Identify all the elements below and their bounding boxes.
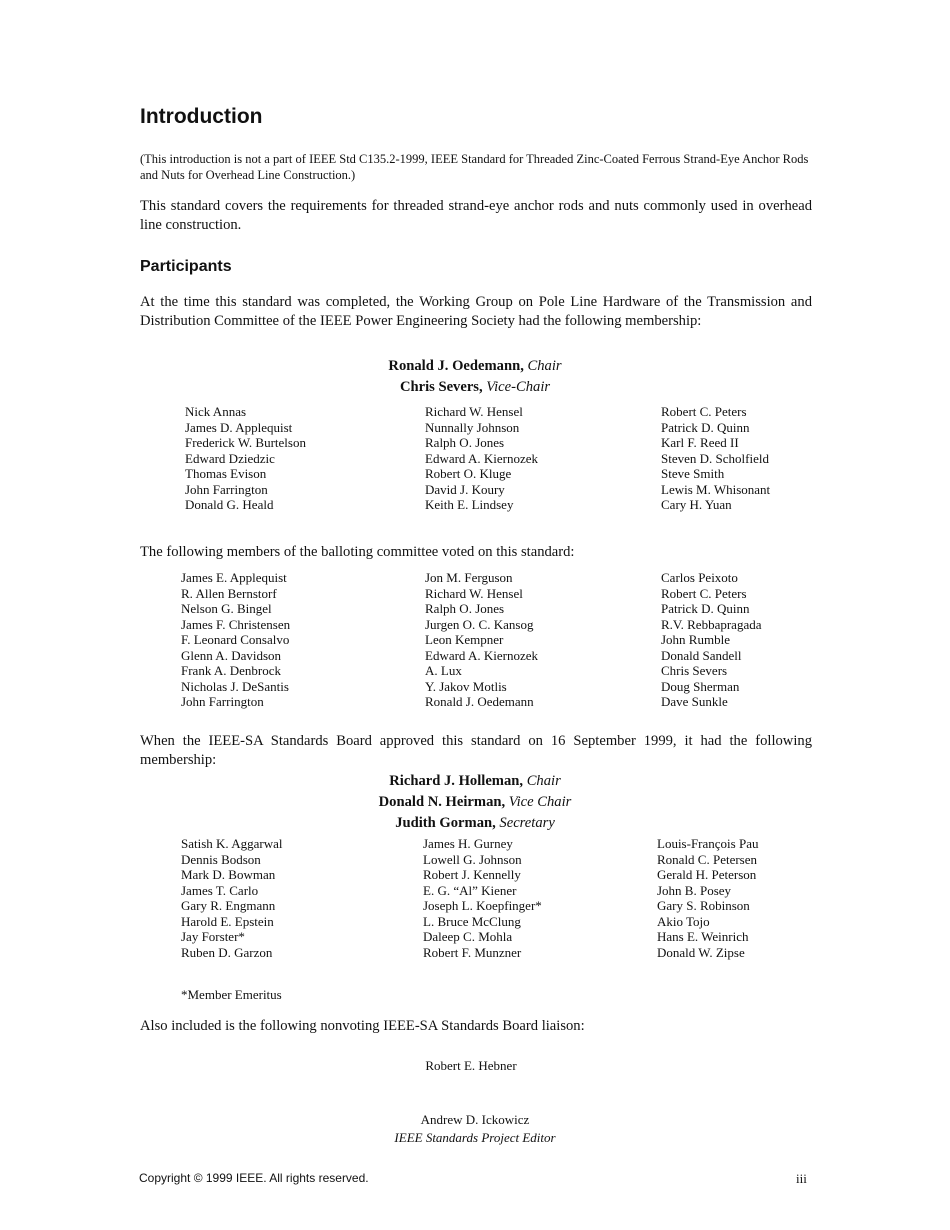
member-name: Donald W. Zipse — [657, 944, 745, 960]
member-name: Donald G. Heald — [185, 497, 274, 512]
working-group-paragraph: At the time this standard was completed, the Working Group on Pole Line Hardware of the Transmission and Distribution Committee of the IEEE Power Engineering Society had the following membership: — [140, 294, 812, 329]
member-name: A. Lux — [425, 663, 462, 678]
member-name: John B. Posey — [657, 882, 732, 898]
board-paragraph: When the IEEE-SA Standards Board approved this standard on 16 September 1999, it had the following membership: — [140, 733, 812, 768]
member-name: Ralph O. Jones — [425, 601, 505, 616]
board-vice-chair-name: Donald N. Heirman, — [378, 794, 506, 810]
member-name: Louis-François Pau — [657, 836, 759, 851]
member-name: James T. Carlo — [181, 882, 259, 898]
page-title: Introduction — [140, 105, 263, 128]
member-name: Nunnally Johnson — [425, 419, 520, 435]
wg-members-column-3 — [661, 404, 770, 513]
board-members-column-2 — [423, 836, 542, 960]
member-name: Akio Tojo — [657, 913, 710, 929]
board-members-column-3 — [657, 836, 758, 960]
member-name: R. Allen Bernstorf — [181, 585, 277, 601]
member-name: Dennis Bodson — [181, 851, 261, 867]
member-name: Satish K. Aggarwal — [181, 836, 283, 851]
editor-name: Andrew D. Ickowicz — [420, 1112, 530, 1127]
member-name: Steven D. Scholfield — [661, 450, 769, 466]
board-chair-name: Richard J. Holleman, — [389, 773, 524, 789]
member-name: Daleep C. Mohla — [423, 929, 513, 944]
member-name: Gary S. Robinson — [657, 898, 750, 913]
participants-heading: Participants — [140, 258, 232, 275]
member-name: Hans E. Weinrich — [657, 929, 749, 944]
member-name: John Farrington — [181, 694, 264, 709]
member-name: James F. Christensen — [181, 616, 291, 632]
member-name: Donald Sandell — [661, 647, 742, 663]
member-name: Edward A. Kiernozek — [425, 450, 538, 466]
introduction-note: (This introduction is not a part of IEEE Std C135.2-1999, IEEE Standard for Threaded Zinc-Coated Ferrous Strand-Eye Anchor Rods and Nuts for Overhead Line Construction.) — [140, 152, 809, 182]
member-name: Edward Dziedzic — [185, 450, 275, 466]
member-name: Keith E. Lindsey — [425, 497, 514, 512]
member-name: F. Leonard Consalvo — [181, 632, 290, 647]
member-name: Mark D. Bowman — [181, 867, 276, 882]
page-number: iii — [796, 1171, 807, 1186]
member-name: Thomas Evison — [185, 466, 267, 481]
member-name: Jurgen O. C. Kansog — [425, 616, 534, 632]
member-name: Richard W. Hensel — [425, 585, 523, 601]
member-name: Glenn A. Davidson — [181, 647, 282, 663]
wg-vice-chair — [0, 377, 950, 398]
member-name: R.V. Rebbapragada — [661, 616, 762, 632]
member-name: Steve Smith — [661, 466, 725, 481]
member-name: Jon M. Ferguson — [425, 570, 513, 585]
member-name: John Rumble — [661, 632, 730, 647]
emeritus-note: *Member Emeritus — [181, 987, 282, 1002]
board-vice-chair-role: Vice Chair — [508, 794, 572, 810]
member-name: Robert J. Kennelly — [423, 867, 521, 882]
member-name: Richard W. Hensel — [425, 404, 523, 419]
member-name: James E. Applequist — [181, 570, 287, 585]
member-name: Ronald C. Petersen — [657, 851, 758, 867]
ballot-members-column-3 — [661, 570, 761, 710]
member-name: Jay Forster* — [181, 929, 245, 944]
wg-vice-chair-role: Vice-Chair — [486, 379, 551, 395]
ballot-members-column-1 — [181, 570, 290, 710]
member-name: Frederick W. Burtelson — [185, 435, 306, 450]
liaison-paragraph: Also included is the following nonvoting IEEE-SA Standards Board liaison: — [140, 1018, 585, 1034]
wg-chair — [0, 356, 950, 377]
member-name: Robert C. Peters — [661, 404, 747, 419]
balloting-paragraph: The following members of the balloting committee voted on this standard: — [140, 544, 575, 560]
member-name: Ronald J. Oedemann — [425, 694, 534, 709]
board-chair — [0, 771, 950, 792]
member-name: Robert C. Peters — [661, 585, 747, 601]
ballot-members-column-2 — [425, 570, 538, 710]
member-name: Leon Kempner — [425, 632, 504, 647]
member-name: Robert F. Munzner — [423, 944, 522, 960]
member-name: Nick Annas — [185, 404, 247, 419]
member-name: L. Bruce McClung — [423, 913, 521, 929]
member-name: John Farrington — [185, 481, 268, 497]
member-name: Gerald H. Peterson — [657, 867, 757, 882]
wg-members-column-1 — [185, 404, 306, 513]
wg-chair-role: Chair — [527, 358, 562, 374]
board-secretary-name: Judith Gorman, — [395, 815, 496, 831]
wg-chair-name: Ronald J. Oedemann, — [388, 358, 524, 374]
member-name: Nicholas J. DeSantis — [181, 678, 289, 694]
member-name: Robert O. Kluge — [425, 466, 512, 481]
board-vice-chair — [0, 792, 950, 813]
member-name: Joseph L. Koepfinger* — [423, 898, 542, 913]
member-name: James H. Gurney — [423, 836, 513, 851]
member-name: James D. Applequist — [185, 419, 293, 435]
wg-members-column-2 — [425, 404, 538, 513]
member-name: Patrick D. Quinn — [661, 601, 750, 616]
member-name: Chris Severs — [661, 663, 728, 678]
board-secretary — [0, 813, 950, 834]
member-name: Edward A. Kiernozek — [425, 647, 538, 663]
member-name: Lewis M. Whisonant — [661, 481, 771, 497]
member-name: Lowell G. Johnson — [423, 851, 522, 867]
member-name: Gary R. Engmann — [181, 898, 276, 913]
editor-title: IEEE Standards Project Editor — [394, 1130, 556, 1145]
member-name: Cary H. Yuan — [661, 497, 732, 512]
member-name: Nelson G. Bingel — [181, 601, 272, 616]
member-name: Karl F. Reed II — [661, 435, 739, 450]
member-name: Y. Jakov Motlis — [425, 678, 507, 694]
member-name: David J. Koury — [425, 481, 505, 497]
member-name: Harold E. Epstein — [181, 913, 274, 929]
member-name: Patrick D. Quinn — [661, 419, 750, 435]
member-name: E. G. “Al” Kiener — [423, 882, 517, 898]
member-name: Ralph O. Jones — [425, 435, 505, 450]
wg-vice-chair-name: Chris Severs, — [399, 379, 483, 395]
footer-copyright: Copyright © 1999 IEEE. All rights reserved. — [139, 1171, 369, 1185]
board-secretary-role: Secretary — [499, 815, 555, 831]
member-name: Doug Sherman — [661, 678, 740, 694]
board-members-column-1 — [181, 836, 282, 960]
liaison-name: Robert E. Hebner — [425, 1058, 517, 1073]
member-name: Dave Sunkle — [661, 694, 728, 709]
member-name: Ruben D. Garzon — [181, 944, 273, 960]
member-name: Carlos Peixoto — [661, 570, 738, 585]
member-name: Frank A. Denbrock — [181, 663, 282, 678]
board-chair-role: Chair — [526, 773, 561, 789]
intro-paragraph: This standard covers the requirements for threaded strand-eye anchor rods and nuts commonly used in overhead line construction. — [140, 198, 812, 233]
